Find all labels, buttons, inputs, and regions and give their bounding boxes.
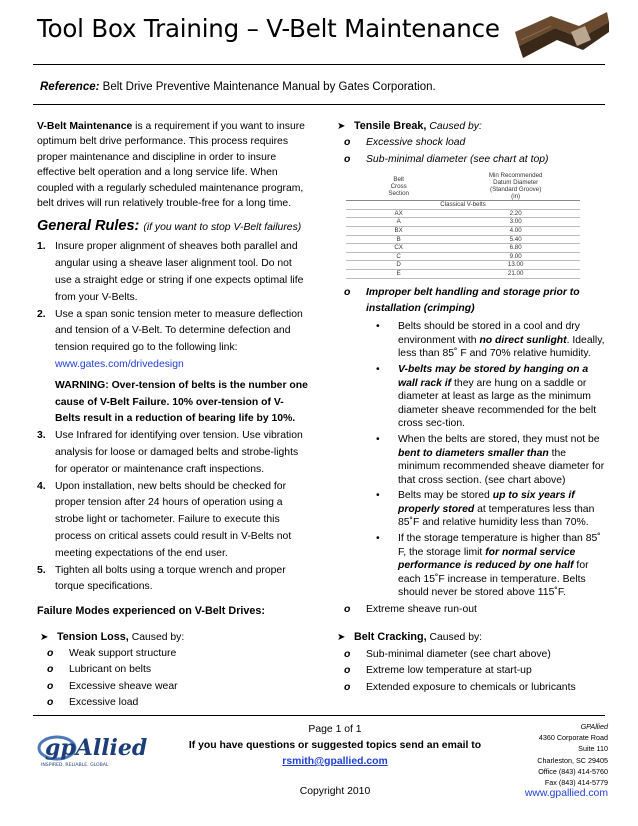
rule-item — [37, 239, 309, 306]
tension-loss-section — [37, 630, 309, 645]
list-item-text: Excessive sheave wear — [69, 680, 178, 692]
logo-wordmark: gpAllied — [45, 735, 148, 761]
tension-loss-caused: Caused by: — [131, 631, 185, 643]
circle-bullet-icon: o — [344, 153, 351, 165]
circle-bullet-icon: o — [344, 137, 351, 149]
table-cell: 6.80 — [451, 244, 580, 253]
circle-bullet-icon: o — [344, 648, 351, 660]
list-item-text: Extreme sheave run-out — [366, 604, 477, 616]
list-item — [37, 695, 309, 711]
page-title: Tool Box Training – V-Belt Maintenance — [37, 14, 500, 43]
table-cell: CX — [346, 244, 451, 253]
list-item — [334, 680, 606, 696]
bullet-dot-icon: • — [376, 433, 380, 445]
list-item — [334, 647, 606, 663]
circle-bullet-icon: o — [344, 604, 351, 616]
reference-divider — [33, 104, 605, 105]
table-cell: 4.00 — [451, 227, 580, 236]
reference-text: Belt Drive Preventive Maintenance Manual by Gates Corporation. — [102, 81, 436, 93]
table-row — [346, 252, 580, 261]
bullet-emphasis: for normal service performance is reduced by one half — [398, 546, 576, 572]
list-item-text: Excessive load — [69, 697, 139, 709]
intro-paragraph — [37, 119, 309, 211]
v-belt-photo-image — [511, 6, 611, 64]
rule-item — [37, 563, 309, 597]
list-item-text: Sub-minimal diameter (see chart above) — [366, 648, 551, 660]
header-divider — [33, 64, 605, 65]
general-rules-title: General Rules: — [37, 218, 140, 235]
circle-bullet-icon: o — [344, 681, 351, 693]
belt-cracking-list — [334, 647, 606, 696]
list-item-text: Weak support structure — [69, 647, 177, 659]
table-row — [346, 227, 580, 236]
tension-loss-title: Tension Loss, — [57, 630, 129, 643]
table-cell: D — [346, 261, 451, 270]
bullet-emphasis: no direct sunlight — [479, 334, 567, 346]
belt-cracking-section — [334, 630, 606, 645]
reference-label: Reference: — [40, 81, 100, 93]
rule-number: 1. — [37, 241, 46, 253]
table-row — [346, 261, 580, 270]
rule-number: 5. — [37, 564, 46, 576]
general-rules-subheading: (if you want to stop V-Belt failures) — [143, 222, 302, 234]
bullet-text: the minimum recommended sheave diameter for that cross section. (see chart above) — [398, 447, 605, 486]
email-link[interactable]: rsmith@gpallied.com — [282, 756, 388, 767]
list-item-text: Sub-minimal diameter (see chart at top) — [366, 153, 549, 165]
list-item-text: Lubricant on belts — [69, 664, 152, 676]
circle-bullet-icon: o — [344, 286, 351, 298]
warning-text: WARNING: Over-tension of belts is the number one cause of V-Belt Failure. 10% over-tension of V-Belts result in a reduction of bearing life by 10%. — [55, 379, 308, 425]
table-cell: 9.00 — [451, 252, 580, 261]
table-row — [346, 218, 580, 227]
list-item — [334, 489, 606, 530]
rule-text: Upon installation, new belts should be checked for proper tension after 24 hours of operation using a strobe light or tachometer. Failure to execute this process on critical assets could result in V-Belts not meeting expectations of the end user. — [55, 480, 292, 559]
bullet-dot-icon: • — [376, 321, 380, 333]
min-diameter-table — [346, 172, 580, 278]
general-rules-heading — [37, 217, 309, 237]
footer-divider — [33, 715, 605, 716]
right-column — [334, 119, 606, 696]
table-cell: 5.40 — [451, 235, 580, 244]
belt-cracking-title: Belt Cracking, — [354, 631, 427, 644]
tension-loss-list — [37, 646, 309, 712]
reference-line — [40, 81, 436, 93]
address-line: Office (843) 414-5760 — [538, 766, 608, 776]
bullet-dot-icon: • — [376, 490, 380, 502]
chart-header-line: (in) — [511, 193, 521, 201]
belt-cracking-caused: Caused by: — [429, 632, 483, 644]
table-cell: 2.20 — [451, 209, 580, 218]
rule-number: 4. — [37, 480, 46, 492]
address-line: Suite 110 — [578, 744, 608, 754]
gpallied-logo — [37, 734, 149, 768]
tensile-break-section — [334, 119, 606, 134]
rule-item — [37, 428, 309, 478]
rule-number: 3. — [37, 430, 46, 442]
address-line: 4360 Corporate Road — [538, 733, 608, 743]
chart-header-section — [346, 172, 451, 201]
intro-bold: V-Belt Maintenance — [37, 121, 133, 132]
list-item — [334, 433, 606, 487]
table-row — [346, 209, 580, 218]
logo-tagline: INSPIRED. RELIABLE. GLOBAL — [41, 763, 109, 768]
table-cell: AX — [346, 209, 451, 218]
circle-bullet-icon: o — [47, 680, 54, 692]
rule-text: Insure proper alignment of sheaves both parallel and angular using a sheave laser alignment tool. Do not use a straight edge or string if one expects optimal life from your V-Belts. — [55, 241, 304, 303]
list-item — [334, 320, 606, 361]
table-cell: E — [346, 269, 451, 278]
bullet-text: at temperatures less than 85˚F and relative humidity less than 70%. — [398, 503, 595, 529]
bullet-text: If the storage temperature is higher than 85˚ F, the storage limit — [398, 533, 601, 558]
chart-header-diameter — [451, 172, 580, 201]
handling-title-item — [334, 285, 606, 319]
list-item-text: Excessive shock load — [366, 137, 466, 149]
tensile-break-list — [334, 135, 606, 168]
table-cell: C — [346, 252, 451, 261]
company-name: GPAllied — [580, 722, 608, 731]
footer-question: If you have questions or suggested topics send an email to — [188, 740, 482, 751]
address-line: Charleston, SC 29405 — [537, 755, 608, 765]
bullet-text: Belts may be stored — [398, 490, 493, 502]
website-link[interactable]: www.gpallied.com — [524, 788, 608, 800]
bullet-dot-icon: • — [376, 363, 380, 375]
bullet-text: . Ideally, less than 85˚ F and 70% relative humidity. — [398, 334, 605, 360]
address-line: Fax (843) 414-5779 — [544, 778, 608, 788]
chart-header-line: Min Recommended — [488, 172, 543, 180]
chart-header-line: Datum Diameter — [493, 179, 539, 187]
handling-title: Improper belt handling and storage prior to installation (crimping) — [366, 286, 580, 315]
circle-bullet-icon: o — [344, 665, 351, 677]
list-item — [37, 662, 309, 678]
list-item — [334, 602, 606, 618]
rule-text: Use a span sonic tension meter to measure deflection and tension of a V-Belt. To determine defection and tension required go to the following link: — [55, 308, 303, 354]
rule-text: Tighten all bolts using a torque wrench and proper torque specifications. — [55, 564, 286, 593]
table-row — [346, 235, 580, 244]
storage-bullets — [334, 320, 606, 600]
list-item — [37, 679, 309, 695]
handling-list — [334, 285, 606, 319]
tensile-break-title: Tensile Break, — [354, 120, 427, 132]
general-rules-list — [37, 239, 309, 596]
intro-text: is a requirement if you want to insure optimum belt drive performance. This process requires proper maintenance and discipline in order to insure effective belt operation and a long service life. When coupled with a regularly scheduled maintenance program, belt drives will run relatively trouble-free for a long time. — [37, 121, 305, 210]
left-column — [37, 119, 309, 712]
chart-group-label: Classical V-belts — [346, 201, 580, 210]
footer-center — [160, 722, 510, 800]
copyright: Copyright 2010 — [299, 786, 371, 797]
bullet-text: for each 15˚F increase in temperature. Belts should never be stored above 115˚F. — [398, 560, 589, 599]
chart-header-row — [346, 172, 580, 201]
failure-modes-heading: Failure Modes experienced on V-Belt Drives: — [37, 605, 266, 618]
chart-group-row — [346, 201, 580, 210]
table-cell: 13.00 — [451, 261, 580, 270]
list-item — [334, 152, 606, 168]
rule-number: 2. — [37, 308, 46, 320]
bullet-text: When the belts are stored, they must not be — [398, 433, 600, 445]
chart-header-line: Belt — [393, 175, 404, 183]
table-cell: BX — [346, 227, 451, 236]
bullet-emphasis: V-belts may be stored by hanging on a wall rack if — [398, 363, 589, 389]
company-address — [498, 721, 608, 799]
circle-bullet-icon: o — [47, 664, 54, 676]
arrow-bullet-icon: ➤ — [337, 121, 346, 132]
list-item — [334, 663, 606, 679]
list-item-text: Extreme low temperature at start-up — [366, 665, 532, 677]
bullet-dot-icon: • — [376, 533, 380, 545]
chart-header-line: Section — [388, 189, 409, 197]
table-cell: 3.00 — [451, 218, 580, 227]
circle-bullet-icon: o — [47, 647, 54, 659]
arrow-bullet-icon: ➤ — [337, 632, 346, 644]
page-number: Page 1 of 1 — [308, 724, 362, 735]
bullet-emphasis: up to six years if properly stored — [398, 490, 575, 515]
table-row — [346, 244, 580, 253]
circle-bullet-icon: o — [47, 697, 54, 709]
bullet-text: they are hung on a saddle or diameter at least as large as the minimum diameter sheave recommended for the belt cross sec-tion. — [398, 377, 597, 430]
list-item — [334, 135, 606, 151]
min-diameter-chart — [346, 172, 580, 278]
table-row — [346, 269, 580, 278]
table-cell: 21.00 — [451, 269, 580, 278]
rule-item — [37, 479, 309, 563]
bullet-text: Belts should be stored in a cool and dry environment with — [398, 321, 580, 346]
rule-text: Use Infrared for identifying over tension. Use vibration analysis for loose or damaged belts and strobe-lights for operator or maintenance craft inspections. — [55, 430, 303, 475]
gates-link[interactable]: www.gates.com/drivedesign — [55, 359, 184, 371]
table-cell: A — [346, 218, 451, 227]
tensile-break-caused: Caused by: — [429, 121, 482, 132]
chart-header-line: Cross — [390, 182, 407, 190]
arrow-bullet-icon: ➤ — [40, 631, 49, 643]
chart-header-line: (Standard Groove) — [490, 186, 542, 194]
runout-list — [334, 602, 606, 618]
bullet-emphasis: bent to diameters smaller than — [398, 447, 549, 459]
table-cell: B — [346, 235, 451, 244]
rule-item — [37, 307, 309, 429]
list-item — [334, 532, 606, 600]
list-item — [37, 646, 309, 662]
list-item-text: Extended exposure to chemicals or lubricants — [366, 681, 576, 693]
list-item — [334, 363, 606, 431]
